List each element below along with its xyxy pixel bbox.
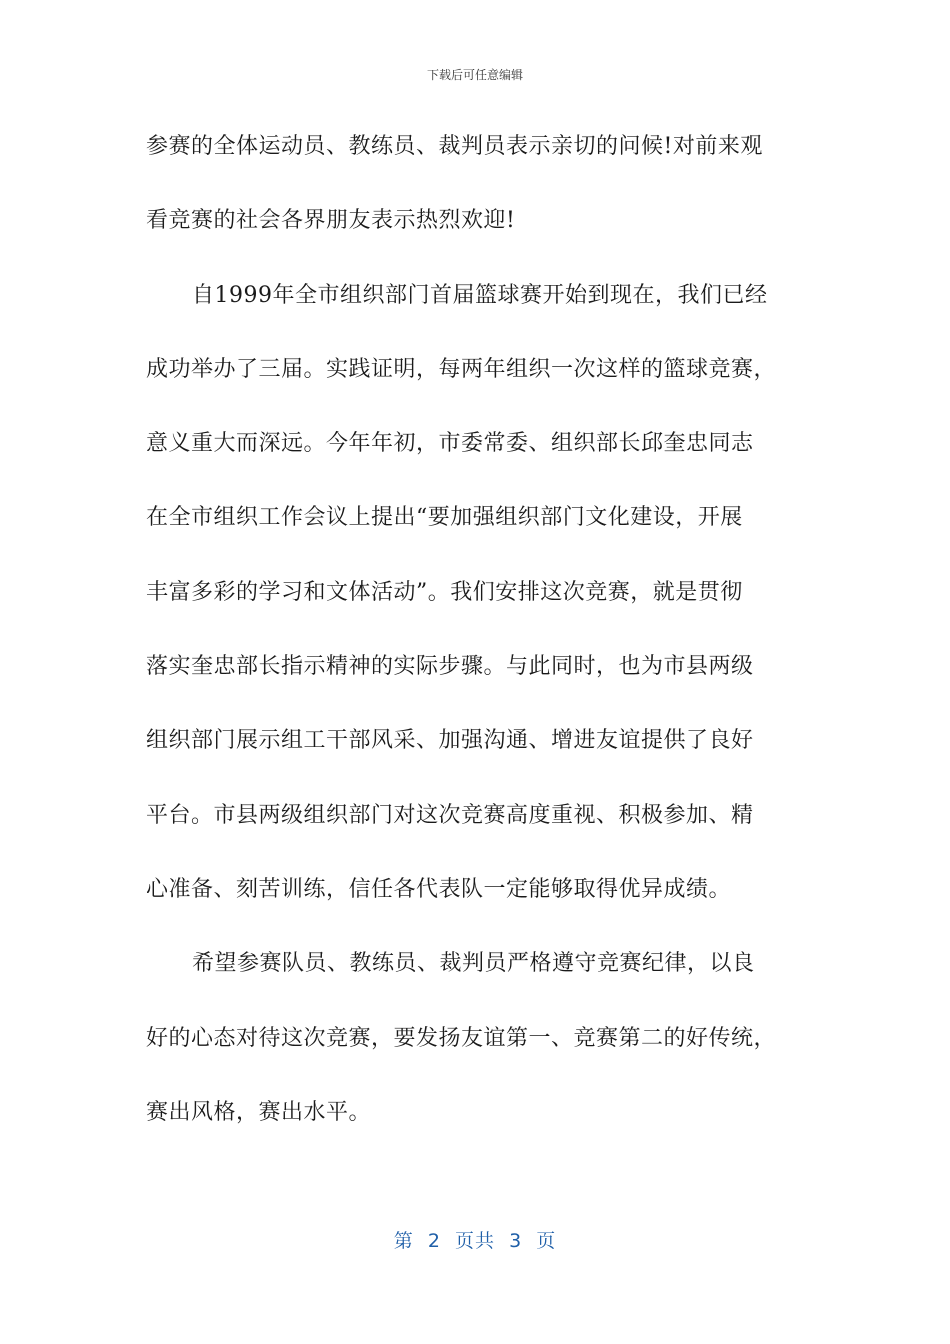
body-line: 组织部门展示组工干部风采、加强沟通、增进友谊提供了良好	[146, 728, 754, 754]
body-line: 成功举办了三届。实践证明，每两年组织一次这样的篮球竞赛，	[146, 356, 777, 382]
body-line: 看竞赛的社会各界朋友表示热烈欢迎!	[146, 208, 516, 234]
page-number-footer	[0, 1226, 950, 1253]
body-line: 好的心态对待这次竞赛，要发扬友谊第一、竞赛第二的好传统，	[146, 1025, 777, 1051]
body-line: 丰富多彩的学习和文体活动”。我们安排这次竞赛，就是贯彻	[146, 579, 743, 605]
body-line: 心准备、刻苦训练，信任各代表队一定能够取得优异成绩。	[146, 876, 732, 902]
body-line: 落实奎忠部长指示精神的实际步骤。与此同时，也为市县两级	[146, 654, 754, 680]
document-body	[146, 125, 806, 1165]
page-number-label: 第 2 页共 3 页	[393, 1230, 557, 1252]
paragraph-start-line: 希望参赛队员、教练员、裁判员严格遵守竞赛纪律，以良	[192, 951, 755, 977]
body-line: 平台。市县两级组织部门对这次竞赛高度重视、积极参加、精	[146, 802, 754, 828]
paragraph-start-line: 自1999年全市组织部门首届篮球赛开始到现在，我们已经	[192, 282, 768, 308]
body-line: 意义重大而深远。今年年初，市委常委、组织部长邱奎忠同志	[146, 431, 754, 457]
body-line: 赛出风格，赛出水平。	[146, 1099, 372, 1125]
body-line: 在全市组织工作会议上提出“要加强组织部门文化建设，开展	[146, 505, 743, 531]
body-line: 参赛的全体运动员、教练员、裁判员表示亲切的问候!对前来观	[146, 134, 763, 159]
header-note: 下载后可任意编辑	[426, 68, 523, 82]
